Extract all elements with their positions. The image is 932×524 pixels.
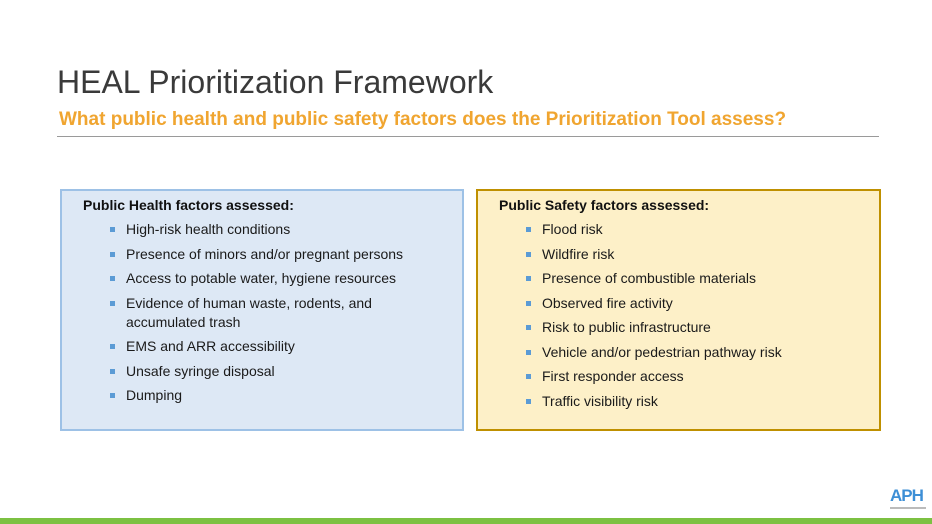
square-bullet-icon (110, 252, 115, 257)
public-health-factor-list (83, 220, 452, 405)
public-safety-factor-list (499, 220, 869, 411)
safety-factor-item (542, 343, 869, 362)
aph-logo (888, 486, 928, 514)
title-divider (57, 136, 879, 137)
square-bullet-icon (110, 369, 115, 374)
square-bullet-icon (110, 344, 115, 349)
public-health-heading: Public Health factors assessed: (83, 197, 294, 213)
health-factor-label: Dumping (126, 387, 183, 403)
square-bullet-icon (526, 350, 531, 355)
safety-factor-item (542, 367, 869, 386)
footer-accent-bar (0, 518, 932, 524)
safety-factor-label: First responder access (542, 368, 684, 384)
health-factor-item (126, 294, 452, 332)
square-bullet-icon (110, 301, 115, 306)
square-bullet-icon (110, 276, 115, 281)
square-bullet-icon (110, 393, 115, 398)
safety-factor-item (542, 318, 869, 337)
safety-factor-label: Observed fire activity (542, 294, 673, 311)
slide-title: HEAL Prioritization Framework (57, 64, 494, 100)
square-bullet-icon (526, 276, 531, 281)
safety-factor-label: Presence of combustible materials (542, 270, 756, 286)
health-factor-item (126, 337, 452, 356)
safety-factor-label: Wildfire risk (542, 245, 615, 262)
square-bullet-icon (526, 399, 531, 404)
safety-factor-label: Traffic visibility risk (542, 392, 658, 409)
health-factor-item (126, 362, 452, 381)
safety-factor-label: Risk to public infrastructure (542, 319, 711, 335)
safety-factor-label: Vehicle and/or pedestrian pathway risk (542, 343, 782, 360)
slide-subtitle: What public health and public safety factors does the Prioritization Tool assess? (59, 109, 787, 130)
square-bullet-icon (526, 325, 531, 330)
safety-factor-item (542, 294, 869, 313)
public-safety-heading: Public Safety factors assessed: (499, 197, 710, 213)
safety-factor-label: Flood risk (542, 221, 603, 237)
safety-factor-item (542, 220, 869, 239)
health-factor-label: EMS and ARR accessibility (126, 338, 295, 354)
health-factor-item (126, 245, 452, 264)
square-bullet-icon (110, 227, 115, 232)
aph-logo-text: APH (890, 486, 923, 505)
safety-factor-item (542, 269, 869, 288)
square-bullet-icon (526, 227, 531, 232)
health-factor-label: High-risk health conditions (126, 221, 291, 237)
health-factor-label: Evidence of human waste, rodents, and accumulated trash (126, 294, 372, 330)
health-factor-item (126, 386, 452, 405)
health-factor-label: Presence of minors and/or pregnant persons (126, 245, 404, 262)
health-factor-item (126, 220, 452, 239)
square-bullet-icon (526, 252, 531, 257)
public-health-panel (60, 189, 464, 431)
safety-factor-item (542, 392, 869, 411)
health-factor-label: Access to potable water, hygiene resources (126, 270, 397, 286)
square-bullet-icon (526, 374, 531, 379)
safety-factor-item (542, 245, 869, 264)
public-safety-panel (476, 189, 881, 431)
health-factor-item (126, 269, 452, 288)
square-bullet-icon (526, 301, 531, 306)
aph-logo-underline (890, 507, 926, 509)
health-factor-label: Unsafe syringe disposal (126, 362, 275, 379)
